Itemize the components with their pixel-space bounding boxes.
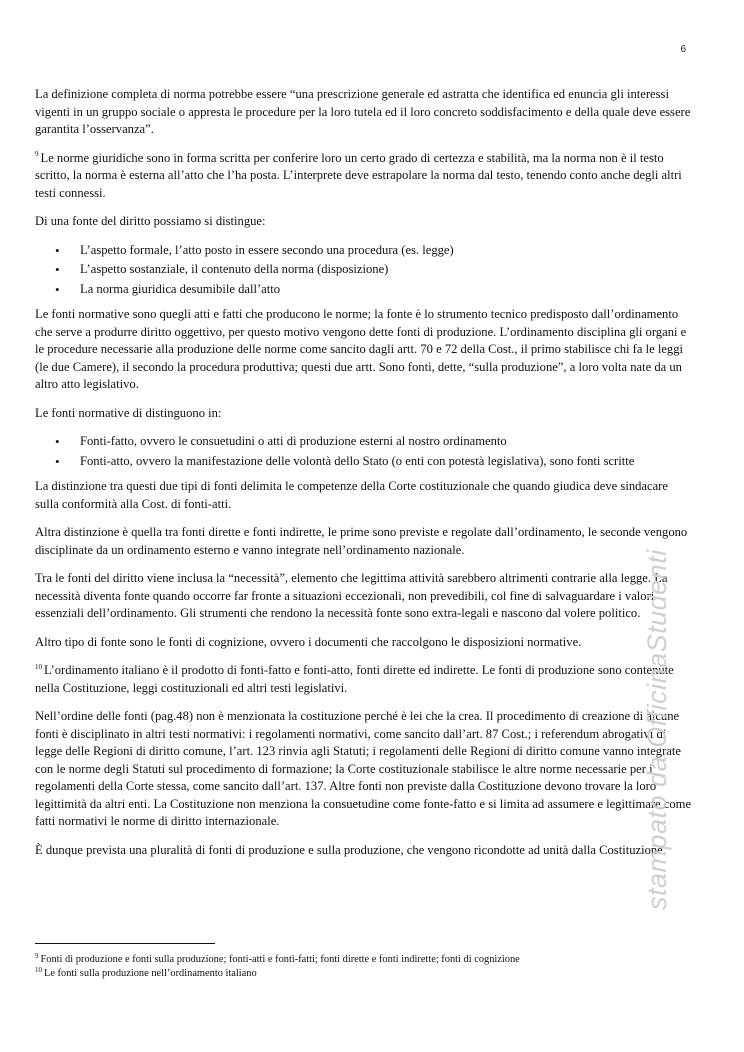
footnote-marker: 10	[35, 965, 42, 974]
list-item: • L’aspetto formale, l’atto posto in essere secondo una procedura (es. legge)	[35, 242, 693, 260]
watermark: stampato da OfficinaStudenti	[642, 549, 672, 910]
paragraph-direct-indirect-sources: Altra distinzione è quella tra fonti dirette e fonti indirette, le prime sono previste e regolate dall’ordinamento, le seconde vengono disciplinate da un ordinamento esterno e vanno integrate nell’ordinamento nazionale.	[35, 525, 688, 557]
list-item: • L’aspetto sostanziale, il contenuto della norma (disposizione)	[35, 261, 693, 279]
paragraph-order-of-sources: Nell’ordine delle fonti (pag.48) non è menzionata la costituzione perché è lei che la crea. Il procedimento di creazione di alcune fonti è disciplinato in altri testi normativi: i regolamenti normativi, come sancito dall’art. 87 Cost.; i referendum abrogativi di legge delle Regioni di diritto comune, l’art. 123 rinvia agli Statuti; i regolamenti delle Regioni di diritto comune vanno integrate con le norme degli Statuti sul procedimento di formazione; la Corte costituzionale stabilisce le altre norme necessarie per i regolamenti della Corte stessa, come sancito dall’art. 137. Altre fonti non previste dalla Costituzione devono trovare la loro legittimità da altri enti. La Costituzione non menziona la consuetudine come fonte-fatto e si limita ad assumere e legittimare come fatti normativi le norme di diritto internazionale.	[35, 709, 692, 828]
list-item: • Fonti-fatto, ovvero le consuetudini o atti di produzione esterni al nostro ordinamento	[35, 433, 693, 451]
list-item: • La norma giuridica desumibile dall’atto	[35, 281, 693, 299]
paragraph-cognition-sources: Altro tipo di fonte sono le fonti di cognizione, ovvero i documenti che raccolgono le disposizioni normative.	[35, 634, 582, 649]
footnote-marker: 9	[35, 951, 39, 960]
footnote-ref-10[interactable]: 10	[35, 662, 42, 671]
footnotes	[35, 953, 695, 981]
paragraph-written-norms	[35, 150, 693, 203]
paragraph-source-aspects-intro: Di una fonte del diritto possiamo si distingue:	[35, 214, 266, 228]
paragraph-normative-sources: Le fonti normative sono quegli atti e fatti che producono le norme; la fonte è lo strumento tecnico predisposto dall’ordinamento che serve a produrre diritto oggettivo, per questo motivo vengono dette fonti di produzione. L’ordinamento disciplina gli organi e le procedure necessarie alla produzione delle norme come sancito dagli artt. 70 e 72 della Cost., il primo stabilisce chi fa le leggi (le due Camere), il secondo la procedura produttiva; questi due artt. Sono fonti, dette, “sulla produzione”, a loro volta nate da un altro atto legislativo.	[35, 307, 687, 391]
paragraph-constitutional-court: La distinzione tra questi due tipi di fonti delimita le competenze della Corte costituzionale che quando giudica deve sindacare sulla conformità alla Cost. di fonti-atti.	[35, 479, 668, 511]
footnote-9	[35, 953, 695, 967]
footnote-text: Fonti di produzione e fonti sulla produzione; fonti-atti e fonti-fatti; fonti dirette e fonti indirette; fonti di cognizione	[40, 954, 520, 965]
paragraph-conclusion: È dunque prevista una pluralità di fonti di produzione e sulla produzione, che vengono ricondotte ad unità dalla Costituzione.	[35, 842, 666, 857]
source-types-list	[35, 433, 693, 470]
paragraph-italian-order	[35, 662, 693, 697]
page-number: 6	[680, 44, 686, 55]
footnote-separator	[35, 943, 215, 944]
source-aspects-list	[35, 242, 693, 299]
paragraph-text: Le norme giuridiche sono in forma scritta per conferire loro un certo grado di certezza e stabilità, ma la norma non è il testo scritto, la norma è esterna all’atto che l’ha posta. L’interprete deve estrapolare la norma dal testo, tenendo conto anche degli altri testi connessi.	[35, 150, 682, 200]
paragraph-source-types-intro: Le fonti normative di distinguono in:	[35, 405, 222, 420]
list-item: • Fonti-atto, ovvero la manifestazione delle volontà dello Stato (o enti con potestà legislativa), sono fonti scritte	[35, 453, 693, 471]
document-body	[35, 86, 693, 870]
paragraph-necessity: Tra le fonti del diritto viene inclusa la “necessità”, elemento che legittima attività sarebbero altrimenti contrarie alla legge. La necessità diventa fonte quando occorre far fronte a situazioni eccezionali, non prevedibili, col fine di salvaguardare i valori essenziali dell’ordinamento. Gli strumenti che rendono la necessità fonte sono extra-legali e nascono dal volere politico.	[35, 571, 668, 620]
paragraph-text: L’ordinamento italiano è il prodotto di fonti-fatto e fonti-atto, fonti dirette ed indirette. Le fonti di produzione sono contenute nella Costituzione, leggi costituzionali ed altri testi legislativi.	[35, 663, 674, 695]
footnote-10	[35, 967, 695, 981]
footnote-ref-9[interactable]: 9	[35, 150, 39, 159]
paragraph-norm-definition: La definizione completa di norma potrebbe essere “una prescrizione generale ed astratta che identifica ed enuncia gli interessi vigenti in un gruppo sociale o appresta le procedure per la loro tutela ed il loro concreto soddisfacimento e della quale deve essere garantita l’osservanza”.	[35, 87, 691, 136]
footnote-text: Le fonti sulla produzione nell’ordinamento italiano	[44, 968, 257, 979]
